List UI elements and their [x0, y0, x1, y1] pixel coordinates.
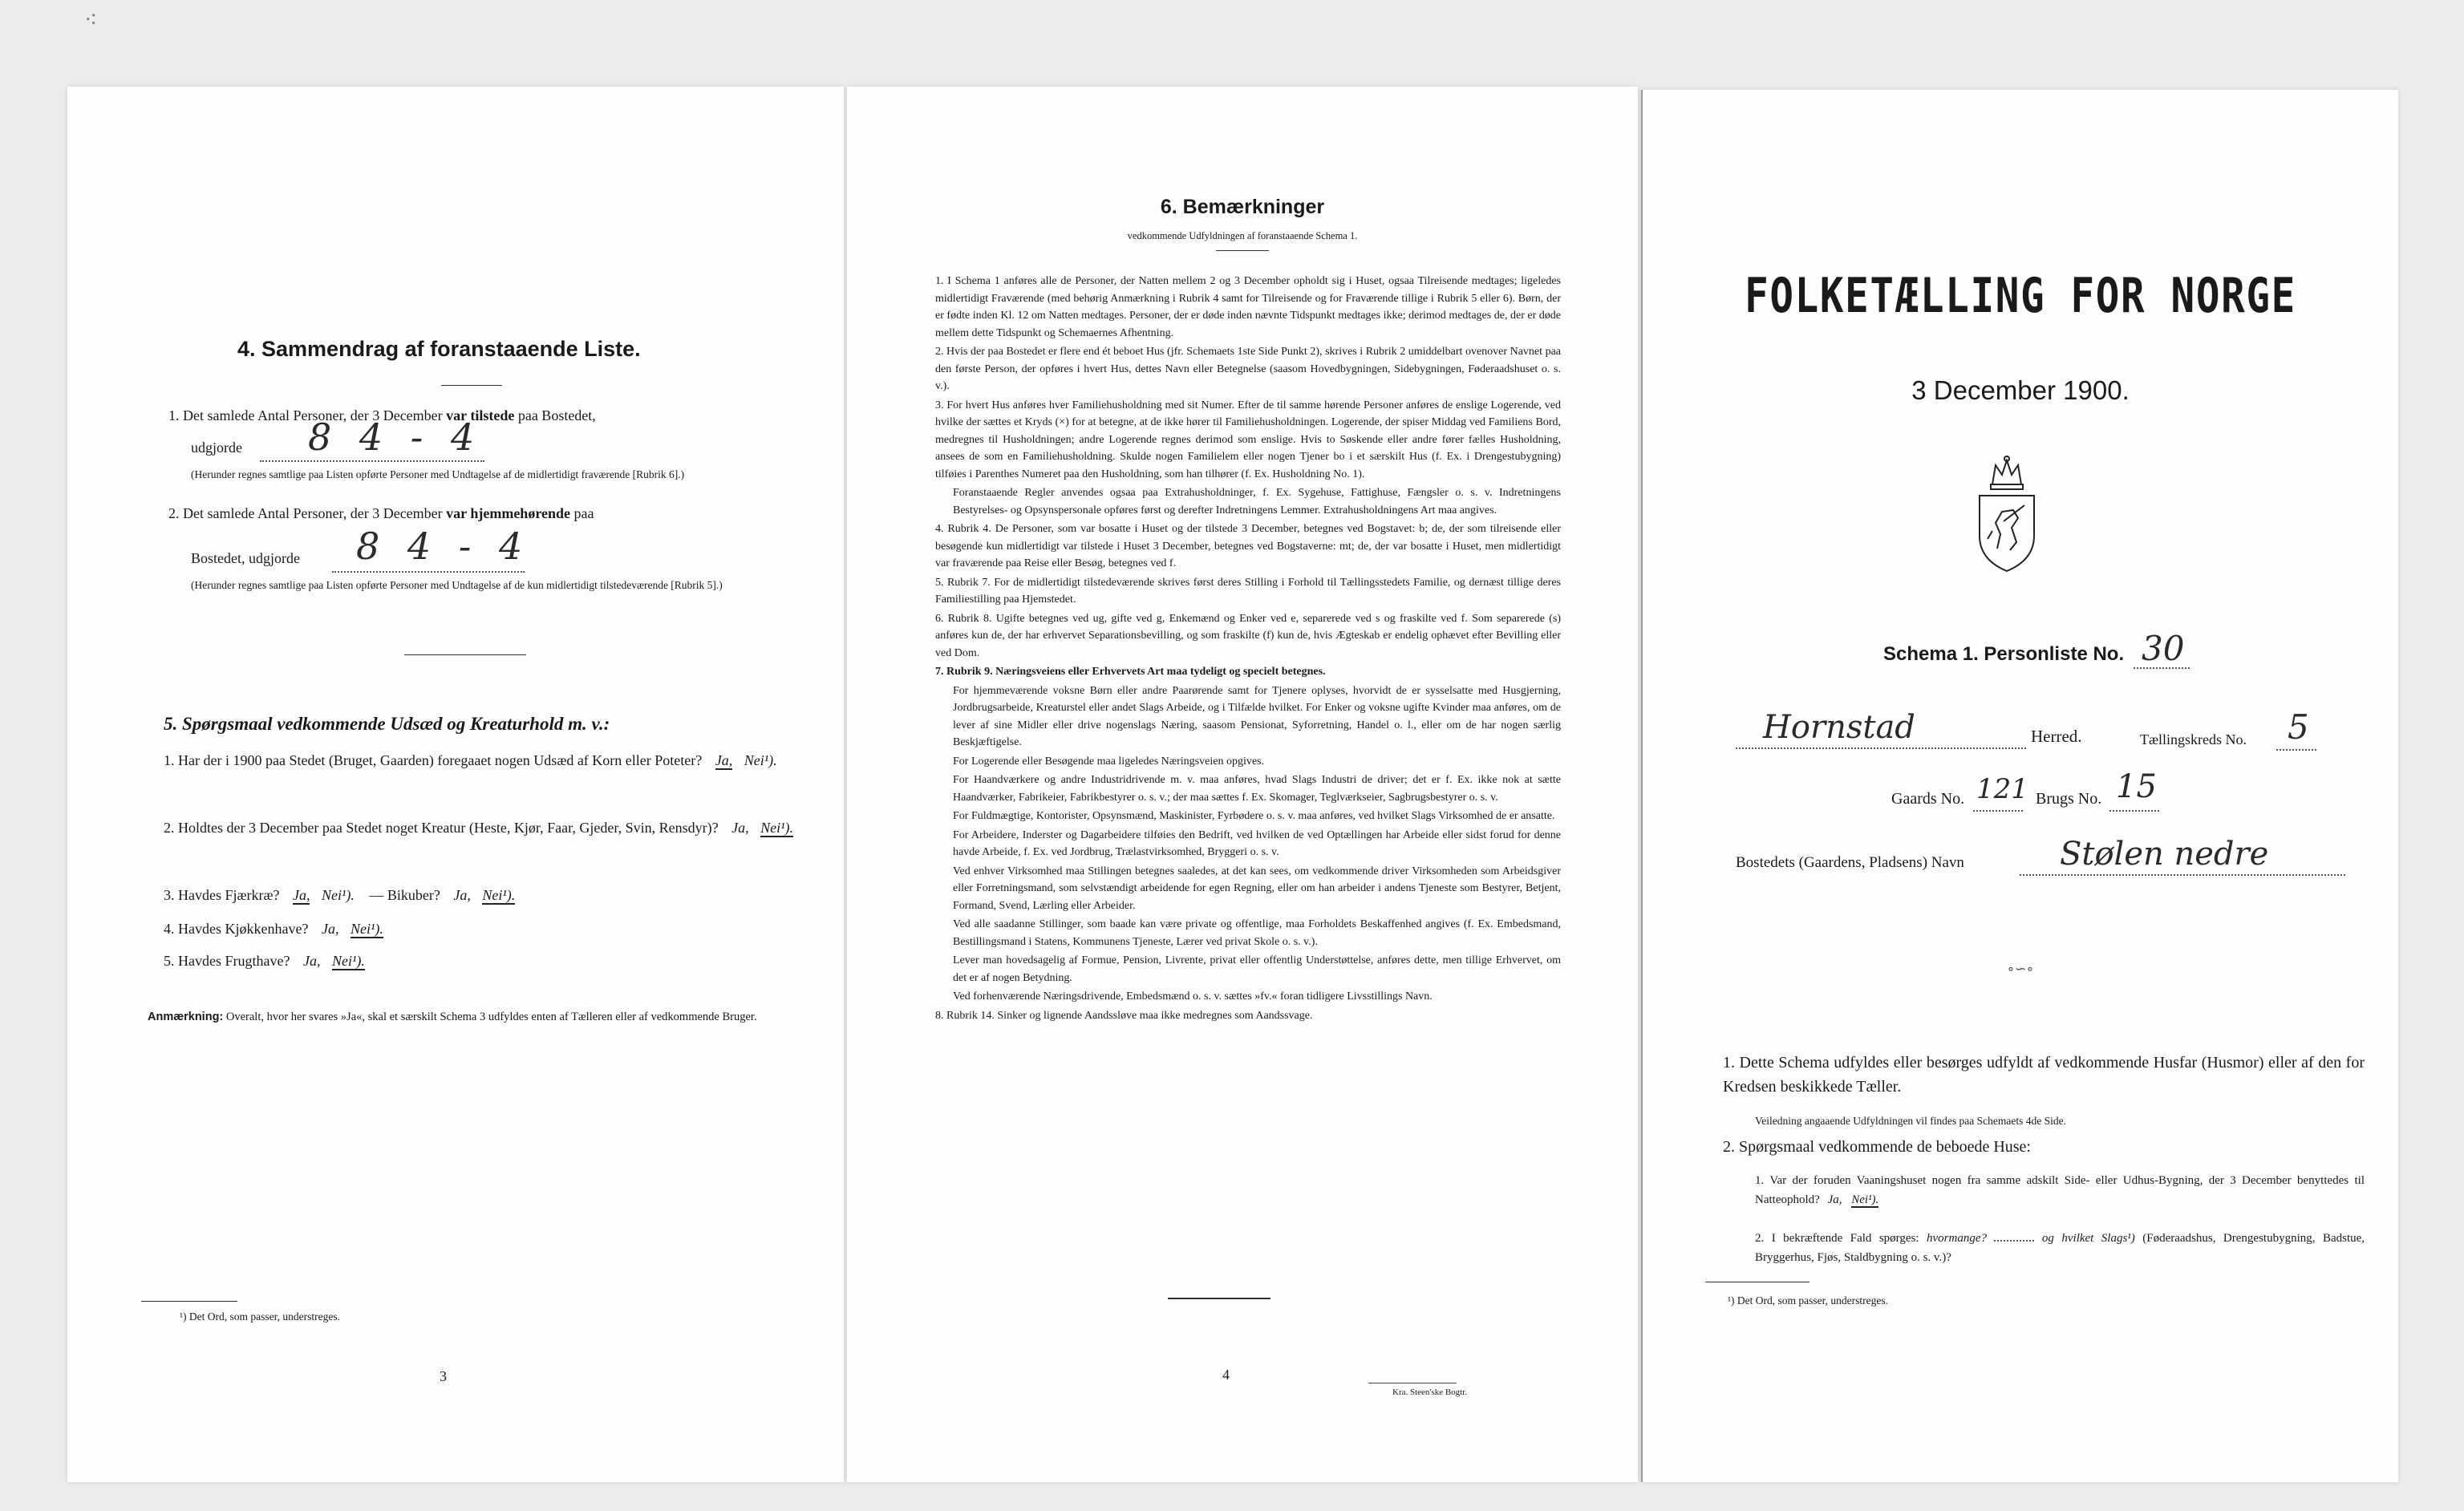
remark-1: 1. I Schema 1 anføres alle de Personer, der Natten mellem 2 og 3 December opholdt sig i Huset, ogsaa Tilreisende medtages; ligeledes midlertidigt Fraværende (med behørig Anmærkning i Rubrik 4 samt for Tilreisende og for Fraværende tillige i Rubrik 5 eller 6). Børn, der er fødte inden Kl. 12 om Natten medtages. Personer, der er døde inden nævnte Tidspunkt medtages ikke; derimod medtages de, der er døde mellem dette Tidspunkt og Schemaernes Afhentning. [935, 275, 1561, 339]
remark-7b: For Logerende eller Besøgende maa ligeledes Næringsveien opgives. [953, 755, 1264, 768]
gaards-number: 121 [1976, 773, 2028, 805]
instruction-1: 1. Dette Schema udfyldes eller besørges udfyldt af vedkommende Husfar (Husmor) eller af den for Kredsen beskikkede Tæller. [1723, 1054, 2365, 1096]
bosted-value: Stølen nedre [2060, 836, 2269, 873]
footnote: ¹) Det Ord, som passer, understreges. [180, 1310, 340, 1323]
summary-item-2-bostedet: Bostedet, udgjorde [191, 550, 300, 566]
note [148, 1009, 821, 1025]
house-question-1-nei: Nei¹). [1851, 1193, 1879, 1206]
brugs-label: Brugs No. [2036, 790, 2102, 808]
question-2-ja: Ja, [732, 820, 749, 836]
house-question-1-ja: Ja, [1827, 1193, 1842, 1206]
house-question-2-slags: og hvilket Slags¹) [2041, 1232, 2135, 1245]
ornament: ∘∽∘ [2007, 961, 2034, 977]
remark-7d: For Fuldmægtige, Kontorister, Opsynsmænd, Maskinister, Fyrbødere o. s. v. maa anføres, ved hvilket Slags Virksomhed de er ansatte. [953, 810, 1555, 822]
question-1 [164, 749, 837, 772]
remark-7e: For Arbeidere, Inderster og Dagarbeidere tilføies den Bedrift, ved hvilken de ved Optællingen har Arbeide eller sidst forud for denne havde Arbeide, f. Ex. ved Jordbrug, Trælastvirksomhed, Bryggeri o. s. v. [953, 828, 1561, 858]
question-2-text: 2. Holdtes der 3 December paa Stedet noget Kreatur (Heste, Kjør, Faar, Gjeder, Svin, Rensdyr)? [164, 820, 719, 836]
question-1-ja: Ja, [715, 752, 733, 768]
divider [404, 654, 526, 655]
kreds-label: Tællingskreds No. [2140, 731, 2247, 747]
remarks-list [935, 273, 1561, 1026]
remark-3: 3. For hvert Hus anføres hver Familiehusholdning med sit Numer. Efter de til samme hørende Personer anføres de enslige Logerende, ved hvilke der sættes et Kryds (×) for at betegne, at de ikke hører til Familiehusholdningen. Logerende, der spiser Middag ved Familiens Bord, medregnes til Husholdningen; andre Logerende regnes derimod som enslige. Hvis to Søskende eller andre fører fælles Husholdning, ansees de som en Familiehusholdning. Skulde nogen Familielem eller nogen Tjener bo i et særskilt Hus (f. Ex. i Drengestubygning) tilføies i Parenthes Numeret paa den Husholdning, som han tilhører (f. Ex. Husholdning No. 1). [935, 399, 1561, 480]
remarks-subtitle: vedkommende Udfyldningen af foranstaaende Schema 1. [1127, 230, 1358, 241]
printer: Kra. Steen'ske Bogtr. [1392, 1387, 1468, 1397]
remark-8: 8. Rubrik 14. Sinker og lignende Aandssløve maa ikke medregnes som Aandssvage. [935, 1009, 1313, 1022]
question-5-nei: Nei¹). [331, 953, 365, 969]
page-left [67, 87, 844, 1482]
question-5-text: 5. Havdes Frugthave? [164, 953, 290, 969]
corner-tick: ⁖ [84, 8, 98, 33]
remark-7h: Lever man hovedsagelig af Formue, Pension, Livrente, privat eller offentlig Understøttelse, anføres dette, men tillige Erhvervet, om det er af nogen Betydning. [953, 954, 1561, 984]
question-1-text: 1. Har der i 1900 paa Stedet (Bruget, Gaarden) foregaaet nogen Udsæd af Korn eller Poteter? [164, 752, 703, 768]
remark-7g: Ved alle saadanne Stillinger, som baade kan være private og offentlige, maa Forholdets Beskaffenhed angives (f. Ex. Embedsmand, Bestillingsmand i Statens, Kommunens Tjeneste, Lærer ved privat Skole o. s. v.). [953, 918, 1561, 948]
summary-item-1-udgjorde: udgjorde [191, 440, 242, 456]
remarks-title: 6. Bemærkninger [1160, 196, 1325, 218]
house-question-2-text: 2. I bekræftende Fald spørges: [1755, 1232, 1919, 1245]
remark-6: 6. Rubrik 8. Ugifte betegnes ved ug, gifte ved g, Enkemænd og Enker ved e, separerede ved s og fraskilte ved f. Som separerede (s) anføres kun de, der har erhvervet Separationsbevilling, og som fraskilte (f) kun de, hvis Ægteskab er endelig ophævet efter Bevilling eller ved Dom. [935, 612, 1561, 659]
house-question-1-text: 1. Var der foruden Vaaningshuset nogen fra samme adskilt Side- eller Udhus-Bygning, der 3 December benyttedes til Natteophold? [1755, 1174, 2365, 1206]
norway-coat-of-arms [1968, 454, 2045, 574]
summary-item-1-note: (Herunder regnes samtlige paa Listen opførte Personer med Undtagelse af de midlertidigt fraværende [Rubrik 6].) [191, 468, 685, 480]
bosted-label: Bostedets (Gaardens, Pladsens) Navn [1736, 854, 1964, 871]
schema-label: Schema 1. Personliste No. [1883, 643, 2125, 665]
section4-title: 4. Sammendrag af foranstaaende Liste. [237, 337, 641, 361]
brugs-number: 15 [2116, 768, 2157, 805]
census-title: FOLKETÆLLING FOR NORGE [1745, 268, 2296, 324]
summary-item-1-value: 8 4 - 4 [308, 415, 483, 459]
summary-item-2 [168, 502, 826, 525]
summary-item-1 [168, 404, 826, 427]
question-3b-text: — Bikuber? [369, 887, 440, 903]
kreds-number: 5 [2288, 707, 2309, 747]
section5-title: 5. Spørgsmaal vedkommende Udsæd og Kreaturhold m. v.: [164, 714, 610, 734]
note-label: Anmærkning: [148, 1011, 224, 1023]
question-1-nei: Nei¹). [744, 752, 777, 768]
page-middle [847, 87, 1638, 1482]
summary-item-2-note: (Herunder regnes samtlige paa Listen opførte Personer med Undtagelse af de kun midlertidigt tilstedeværende [Rubrik 5].) [191, 579, 723, 591]
census-date: 3 December 1900. [1911, 375, 2130, 405]
remark-4: 4. Rubrik 4. De Personer, som var bosatte i Huset og der tilstede 3 December, betegnes ved Bogstavet: b; de, der som tilreisende eller besøgende kun midlertidigt var tilstede i Huset 3 December, betegnes ved Bogstaverne: mt; de, der var bosatte i Huset, men midlertidigt var fraværende paa Reise eller Besøg, betegnes ved f. [935, 523, 1561, 569]
house-question-2-line [1994, 1229, 2034, 1242]
instruction-1-note: Veiledning angaaende Udfyldningen vil findes paa Schemaets 4de Side. [1755, 1115, 2067, 1127]
summary-item-1-tail: paa Bostedet, [517, 407, 596, 423]
personliste-line [2134, 643, 2190, 669]
remark-7a: For hjemmeværende voksne Børn eller andre Paarørende samt for Tjenere oplyses, hvorvidt de er sysselsatte med Husgjerning, Jordbrugsarbeide, Kreaturstel eller andet Slags Arbeide, og i Tilfælde hvilket. For Enker og voksne ugifte Kvinder maa anføres, om de lever af sine Midler eller drive nogenslags Næring, saasom Pensionat, Syforretning, Handel o. l., eller om de har nogen særlig Beskjæftigelse. [953, 684, 1561, 748]
summary-item-2-label: 2. Det samlede Antal Personer, der 3 December [168, 505, 443, 521]
question-3-text: 3. Havdes Fjærkræ? [164, 887, 280, 903]
remark-2: 2. Hvis der paa Bostedet er flere end ét beboet Hus (jfr. Schemaets 1ste Side Punkt 2), skrives i Rubrik 2 umiddelbart ovenover Navnet paa den første Person, der opføres i hvert Hus, dettes Navn eller Betegnelse (saasom Hovedbygningen, Sidebygningen, Føderaadshuset o. s. v.). [935, 346, 1561, 392]
house-question-2-hvormange: hvormange? [1927, 1232, 1988, 1245]
question-3b-ja: Ja, [453, 887, 471, 903]
question-5-ja: Ja, [302, 953, 321, 969]
gaards-label: Gaards No. [1891, 790, 1965, 808]
question-4 [164, 918, 837, 940]
remark-7i: Ved forhenværende Næringsdrivende, Embedsmænd o. s. v. sættes »fv.« foran tidligere Livsstillings Navn. [953, 990, 1433, 1003]
question-4-text: 4. Havdes Kjøkkenhave? [164, 921, 309, 937]
question-5 [164, 950, 837, 972]
remark-5: 5. Rubrik 7. For de midlertidigt tilstedeværende skrives først deres Stilling i Forhold til Tællingsstedets Familie, og dernæst tillige deres Familiestilling paa Hjemstedet. [935, 576, 1561, 606]
personliste-number: 30 [2142, 629, 2185, 668]
question-4-nei: Nei¹). [350, 921, 383, 937]
summary-item-2-tail: paa [573, 505, 594, 521]
remark-7f: Ved enhver Virksomhed maa Stillingen betegnes saaledes, at det kan sees, om vedkommende driver Virksomheden som Arbeidsgiver eller Forretningsmand, som selvstændigt arbeidende for egen Regning, eller om han arbeider i andens Tjeneste som Bestyrer, Betjent, Formand, Svend, Lærling eller Arbeider. [953, 865, 1561, 912]
page-right [1641, 90, 2398, 1482]
footnote-rule [141, 1301, 237, 1302]
question-2-nei: Nei¹). [760, 820, 794, 836]
question-3 [164, 884, 837, 906]
question-3-ja: Ja, [292, 887, 310, 903]
summary-item-1-label: 1. Det samlede Antal Personer, der 3 December [168, 407, 443, 423]
herred-label: Herred. [2031, 727, 2082, 746]
question-3b-nei: Nei¹). [482, 887, 516, 903]
house-question-2 [1755, 1229, 2365, 1267]
remark-7c: For Haandværkere og andre Industridrivende m. v. maa anføres, hvad Slags Industri de driver; det er f. Ex. ikke nok at sætte Haandværker, Fabrikeier, Fabrikbestyrer o. s. v.; der maa sættes f. Ex. Skomager, Teglværkseier, Sagbrugsbestyrer o. s. v. [953, 774, 1561, 804]
summary-item-2-value: 8 4 - 4 [356, 525, 531, 568]
remark-3-extra: Foranstaaende Regler anvendes ogsaa paa Extrahusholdninger, f. Ex. Sygehuse, Fattighuse, Fængsler o. s. v. Indretningens Bestyrelses- og Opsynspersonale opføres først og derefter Indretningens Lemmer. Extrahusholdningens Art maa angives. [953, 487, 1561, 516]
house-question-2-examples: (Føderaadshus, Drengestubygning, Badstue, Bryggerhus, Fjøs, Staldbygning o. s. v.)? [1755, 1232, 2365, 1264]
question-3-nei: Nei¹). [321, 887, 355, 903]
page-number: 3 [440, 1368, 447, 1384]
question-2 [164, 816, 837, 839]
house-question-1 [1755, 1171, 2365, 1209]
summary-item-2-bold: var hjemmehørende [446, 505, 570, 521]
question-4-ja: Ja, [321, 921, 339, 937]
summary-item-1-bold: var tilstede [446, 407, 515, 423]
divider [1216, 250, 1269, 251]
coat-of-arms-icon [1968, 454, 2045, 574]
herred-value: Hornstad [1763, 709, 1915, 746]
schema-line [1883, 643, 2124, 666]
instruction-2: 2. Spørgsmaal vedkommende de beboede Huse: [1723, 1138, 2031, 1156]
divider [1168, 1298, 1270, 1299]
remark-7: 7. Rubrik 9. Næringsveiens eller Erhvervets Art maa tydeligt og specielt betegnes. [935, 666, 1326, 678]
divider [441, 385, 502, 386]
page-number: 4 [1222, 1367, 1230, 1383]
footnote: ¹) Det Ord, som passer, understreges. [1728, 1294, 1888, 1306]
note-text: Overalt, hvor her svares »Ja«, skal et særskilt Schema 3 udfyldes enten af Tælleren eller af vedkommende Bruger. [225, 1011, 757, 1023]
